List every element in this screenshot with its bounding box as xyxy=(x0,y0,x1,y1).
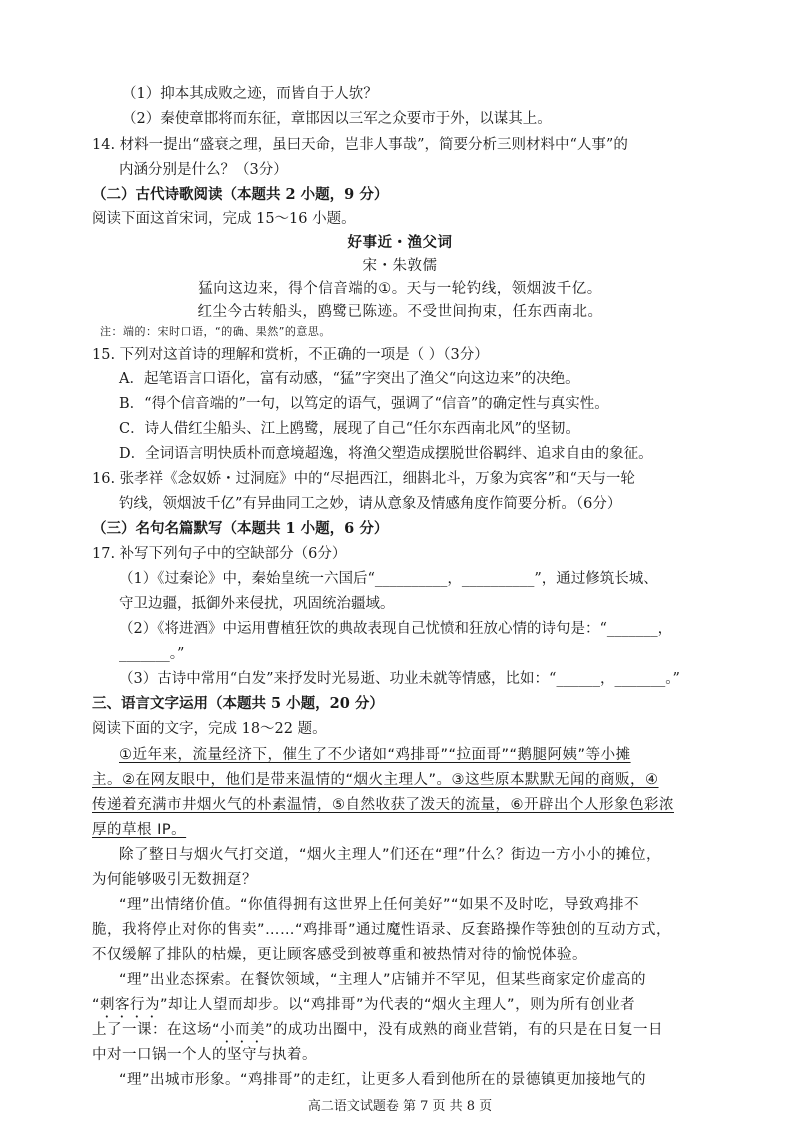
poem-title: 好事近・渔父词 xyxy=(347,235,453,251)
section-poetry-heading: （二）古代诗歌阅读（本题共 2 小题，9 分） xyxy=(92,186,389,203)
option-a: A．起笔语言口语化，富有动感，“猛”字突出了渔父“向这边来”的决绝。 xyxy=(119,371,580,387)
option-b: B．“得个信音端的”一句，以笃定的语气，强调了“信音”的确定性与真实性。 xyxy=(119,396,609,412)
passage-underlined-2: 主。②在网友眼中，他们是带来温情的“烟火主理人”。③这些原本默默无闻的商贩，④ xyxy=(92,772,659,788)
option-d: D．全词语言明快质朴而意境超逸，将渔父塑造成摆脱世俗羁绊、追求自由的象征。 xyxy=(119,446,653,462)
passage-para-5: “理”出城市形象。“鸡排哥”的走红，让更多人看到他所在的景德镇更加接地气的 xyxy=(119,1072,647,1088)
question-17-sub1-cont: 守卫边疆，抵御外来侵扰，巩固统治疆域。 xyxy=(119,596,395,612)
passage-para-3: “理”出情绪价值。“你值得拥有这世界上任何美好”“如果不及时吃，导致鸡排不 xyxy=(119,897,640,913)
question-14-cont: 内涵分别是什么？（3分） xyxy=(119,162,288,178)
dotted-phrase-cike: 刺客行为 xyxy=(100,997,161,1013)
question-15: 15. 下列对这首诗的理解和赏析，不正确的一项是（ ）（3分） xyxy=(92,347,489,363)
section-language-heading: 三、语言文字运用（本题共 5 小题，20 分） xyxy=(92,695,384,712)
passage-para-2: 除了整日与烟火气打交道，“烟火主理人”们还在“理”什么？街边一方小小的摊位， xyxy=(119,847,662,863)
passage-para-4: “理”出业态探索。在餐饮领域，“主理人”店铺并不罕见，但某些商家定价虚高的 xyxy=(119,972,647,988)
quote-open: “ xyxy=(92,997,101,1013)
line-rest: ”的成功出圈中，没有成熟的商业营销，有的只是在日复一日 xyxy=(265,1022,664,1038)
line-start: 上了一课：在这场“ xyxy=(92,1022,221,1038)
question-17-sub1: （1）《过秦论》中，秦始皇统一六国后“__________，__________”，通过修筑长城、 xyxy=(119,571,658,587)
question-13-sub1: （1）抑本其成败之迹，而皆自于人欤？ xyxy=(122,86,378,102)
option-c: C．诗人借红尘船头、江上鸥鹭，展现了自己“任尔东西南北风”的坚韧。 xyxy=(119,421,580,437)
poem-note: 注：端的：宋时口语，“的确、果然”的意思。 xyxy=(100,325,331,338)
poem-line-1: 猛向这边来，得个信音端的①。天与一轮钓线，领烟波千亿。 xyxy=(198,281,602,297)
question-17: 17. 补写下列句子中的空缺部分（6分） xyxy=(92,546,347,562)
poetry-instruction: 阅读下面这首宋词，完成 15～16 小题。 xyxy=(92,211,356,227)
passage-para-4-cont2 xyxy=(92,1019,663,1046)
line-rest: ”却让人望而却步。以“鸡排哥”为代表的“烟火主理人”，则为所有创业者 xyxy=(160,997,636,1013)
question-17-sub2-cont: _______。” xyxy=(119,646,185,662)
poem-line-2: 红尘今古转船头，鸥鹭已陈迹。不受世间拘束，任东西南北。 xyxy=(197,304,603,320)
passage-para-3-end: 不仅缓解了排队的枯燥，更让顾客感受到被尊重和被热情对待的愉悦体验。 xyxy=(92,947,587,963)
question-16: 16. 张孝祥《念奴娇・过洞庭》中的“尽挹西江，细斟北斗，万象为宾客”和“天与一轮 xyxy=(92,471,635,487)
passage-para-2-cont: 为何能够吸引无数拥趸？ xyxy=(92,872,257,888)
passage-underlined-3: 传递着充满市井烟火气的朴素温情，⑤自然收获了泼天的流量，⑥开辟出个人形象色彩浓 xyxy=(92,797,674,813)
passage-underlined-4: 厚的草根 IP。 xyxy=(92,822,187,838)
question-17-sub3: （3）古诗中常用“白发”来抒发时光易逝、功业未就等情感，比如：“______，_______。” xyxy=(119,671,680,687)
passage-para-3-cont: 脆，我将停止对你的售卖”……“鸡排哥”通过魔性语录、反套路操作等独创的互动方式， xyxy=(92,922,672,938)
passage-underlined-1: ①近年来，流量经济下，催生了不少诸如“鸡排哥”“拉面哥”“鹅腿阿姨”等小摊 xyxy=(119,747,631,763)
section-recitation-heading: （三）名句名篇默写（本题共 1 小题，6 分） xyxy=(92,520,389,537)
question-17-sub2: （2）《将进酒》中运用曹植狂饮的典故表现自己忧愤和狂放心情的诗句是：“_______， xyxy=(119,621,673,637)
poem-author: 宋・朱敦儒 xyxy=(362,258,438,274)
passage-para-4-end: 中对一口锅一个人的坚守与执着。 xyxy=(92,1047,317,1063)
question-16-cont: 钓线，领烟波千亿”有异曲同工之妙，请从意象及情感角度作简要分析。（6分） xyxy=(119,496,622,512)
language-instruction: 阅读下面的文字，完成 18～22 题。 xyxy=(92,721,327,737)
question-13-sub2: （2）秦使章邯将而东征，章邯因以三军之众要市于外，以谋其上。 xyxy=(122,111,552,127)
page-footer: 高二语文试题卷 第 7 页 共 8 页 xyxy=(307,1099,493,1114)
dotted-phrase-xiaoermei: 小而美 xyxy=(220,1022,266,1038)
question-14: 14. 材料一提出“盛衰之理，虽曰天命，岂非人事哉”，简要分析三则材料中“人事”的 xyxy=(92,137,628,153)
passage-para-4-cont xyxy=(92,994,635,1021)
